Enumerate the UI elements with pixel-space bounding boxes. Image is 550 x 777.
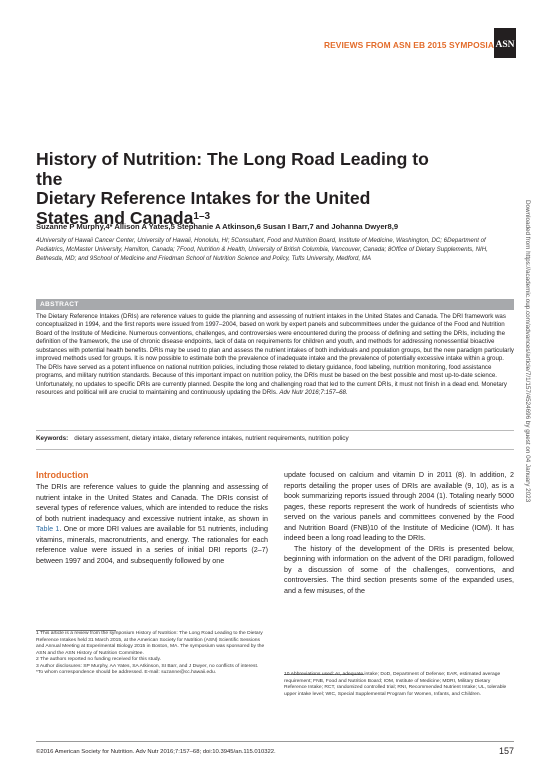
intro-left-text-a: The DRIs are reference values to guide the planning and assessing of nutrient intake in the United States and Canada. The DRIs consist of several types of reference values, which are intended to reduce the risks of both nutrient inadequacy and excessive nutrient intake, as shown in (36, 483, 268, 523)
abstract-text: The Dietary Reference Intakes (DRIs) are reference values to guide the planning and assessing of nutrient intakes in the United States and Canada. The DRI framework was conceptualized in 1994, and the first reports were issued from 1997–2004, based on work by expert panels and subcommittees under the guidance of the Food and Nutrition Board of the Institute of Medicine. Numerous conventions, challenges, and controversies were encountered during the process of defining and setting the DRIs, including the definition of the framework, the use of chronic disease endpoints, lack of data on requirements for children and youth, and methods for addressing nonessential bioactive substances with potential health benefits. DRIs may be used to plan and assess the nutrient intakes of both individuals and population groups, but the new paradigm particularly improved methods used for groups. It is now possible to estimate both the prevalence of inadequate intake and the prevalence of potentially excessive intake within a group. The DRIs have served as a potent influence on national nutrition policies, including those related to dietary guidance, food labeling, nutrition monitoring, food assistance programs, and military nutrition standards. Because of this important impact on nutrition policy, the DRIs must be based on the best possible and most up-to-date science. Unfortunately, no updates to specific DRIs are currently planned. Despite the long and challenging road that led to the current DRIs, it must not finish in a dead end. Monetary resources and political will are crucial to maintaining and continuously updating the DRIs. (36, 313, 514, 397)
logo-text: ASN (495, 40, 515, 50)
footnote-1: 1 This article is a review from the symposium History of Nutrition: The Long Road Leading to the Dietary Reference Intakes held 31 March 2015, at the American Society for Nutrition (ASN) Scientific Sessions and Annual Meeting at Experimental Biology 2015 in Boston, MA. The symposium was sponsored by the ASN and the ASN History of Nutrition Committee. (36, 631, 265, 656)
intro-right-column (284, 470, 514, 597)
download-strip (522, 200, 532, 600)
title-superscript: 1–3 (193, 210, 211, 222)
download-strip-text: Downloaded from https://academic.oup.com/advances/article/7/1/157/4524696 by guest on 04 January 2023 (524, 200, 531, 503)
title-line-2: Dietary Reference Intakes for the United (36, 188, 371, 208)
footer-citation: ©2016 American Society for Nutrition. Adv Nutr 2016;7:157–68; doi:10.3945/an.115.010322. (36, 749, 276, 755)
abstract-divider (36, 430, 514, 431)
footer-divider (36, 741, 514, 742)
intro-left-column (36, 482, 268, 566)
abstract-heading-bar (36, 299, 514, 310)
footnote-2: 2 The authors reported no funding received for this study. (36, 657, 161, 662)
author-list: Suzanne P Murphy,4* Allison A Yates,5 Stephanie A Atkinson,6 Susan I Barr,7 and Johanna Dwyer8,9 (36, 222, 399, 231)
intro-heading: Introduction (36, 470, 89, 480)
article-title (36, 150, 436, 228)
keywords-text: dietary assessment, dietary intake, dietary reference intakes, nutrient requirements, nutrition policy (74, 435, 349, 442)
keywords-divider (36, 449, 514, 450)
intro-right-p2: The history of the development of the DRIs is presented below, beginning with information on the advent of the DRI paradigm, followed by a discussion of some of the challenges, conventions, and controversies. The third section presents some of the expanded uses, and a few misuses, of the (284, 544, 514, 596)
asn-logo (494, 28, 516, 58)
footnote-abbreviations: 10 Abbreviations used: AI, adequate intake; DoD, Department of Defense; EAR, estimated average requirement; FNB, Food and Nutrition Board; IOM, Institute of Medicine; MDRI, Military Dietary Reference Intake; RCT, randomized controlled trial; RNI, Recommended Nutrient Intake; UL, tolerable upper intake level; WIC, Special Supplemental Program for Women, Infants, and Children. (284, 672, 507, 697)
footnote-3: 3 Author disclosures: SP Murphy, AA Yates, SA Atkinson, SI Barr, and J Dwyer, no conflicts of interest. (36, 663, 259, 669)
page-number: 157 (498, 746, 514, 756)
keywords (36, 435, 349, 442)
intro-left-text-b: . One or more DRI values are available for 51 nutrients, including vitamins, minerals, macronutrients, and energy. The rationales for each reference value were issued in a series of initial DRI reports (2–7) between 1997 and 2004, and subsequently followed by one (36, 525, 268, 565)
abstract-body (36, 313, 516, 398)
section-tag: REVIEWS FROM ASN EB 2015 SYMPOSIA (323, 40, 494, 50)
footnotes-left (36, 631, 266, 677)
title-line-1: History of Nutrition: The Long Road Leading to the (36, 149, 429, 189)
abstract-heading: ABSTRACT (40, 300, 79, 308)
affiliations: 4University of Hawaii Cancer Center, University of Hawaii, Honolulu, HI; 5Consultant, Food and Nutrition Board, Institute of Medicine, Washington, DC; 6Department of Pediatrics, McMaster University, Hamilton, Canada; 7Food, Nutrition & Health, University of British Columbia, Vancouver, Canada; 8Office of Dietary Supplements, NIH, Bethesda, MD; and 9School of Medicine and Friedman School of Nutrition Science and Policy, Tufts University, Medford, MA (36, 237, 488, 262)
abstract-citation: Adv Nutr 2016;7:157–68. (279, 389, 348, 397)
footnote-correspondence: *To whom correspondence should be addressed. E-mail: suzanne@cc.hawaii.edu. (36, 670, 217, 675)
intro-right-p1: update focused on calcium and vitamin D in 2011 (8). In addition, 2 reports detailing the proper uses of DRIs are available (9, 10), as is a book summarizing reports issued through 2004 (1). Totaling nearly 5000 pages, these reports represent the work of hundreds of scientists who served on the various panels and committees convened by the Food and Nutrition Board (FNB)10 of the Institute of Medicine (IOM). It has indeed been a long road leading to the DRIs. (284, 471, 514, 543)
title-line-3-text: States and Canada (36, 207, 194, 228)
keywords-label: Keywords: (36, 435, 69, 442)
table-1-link[interactable]: Table 1 (36, 525, 60, 534)
